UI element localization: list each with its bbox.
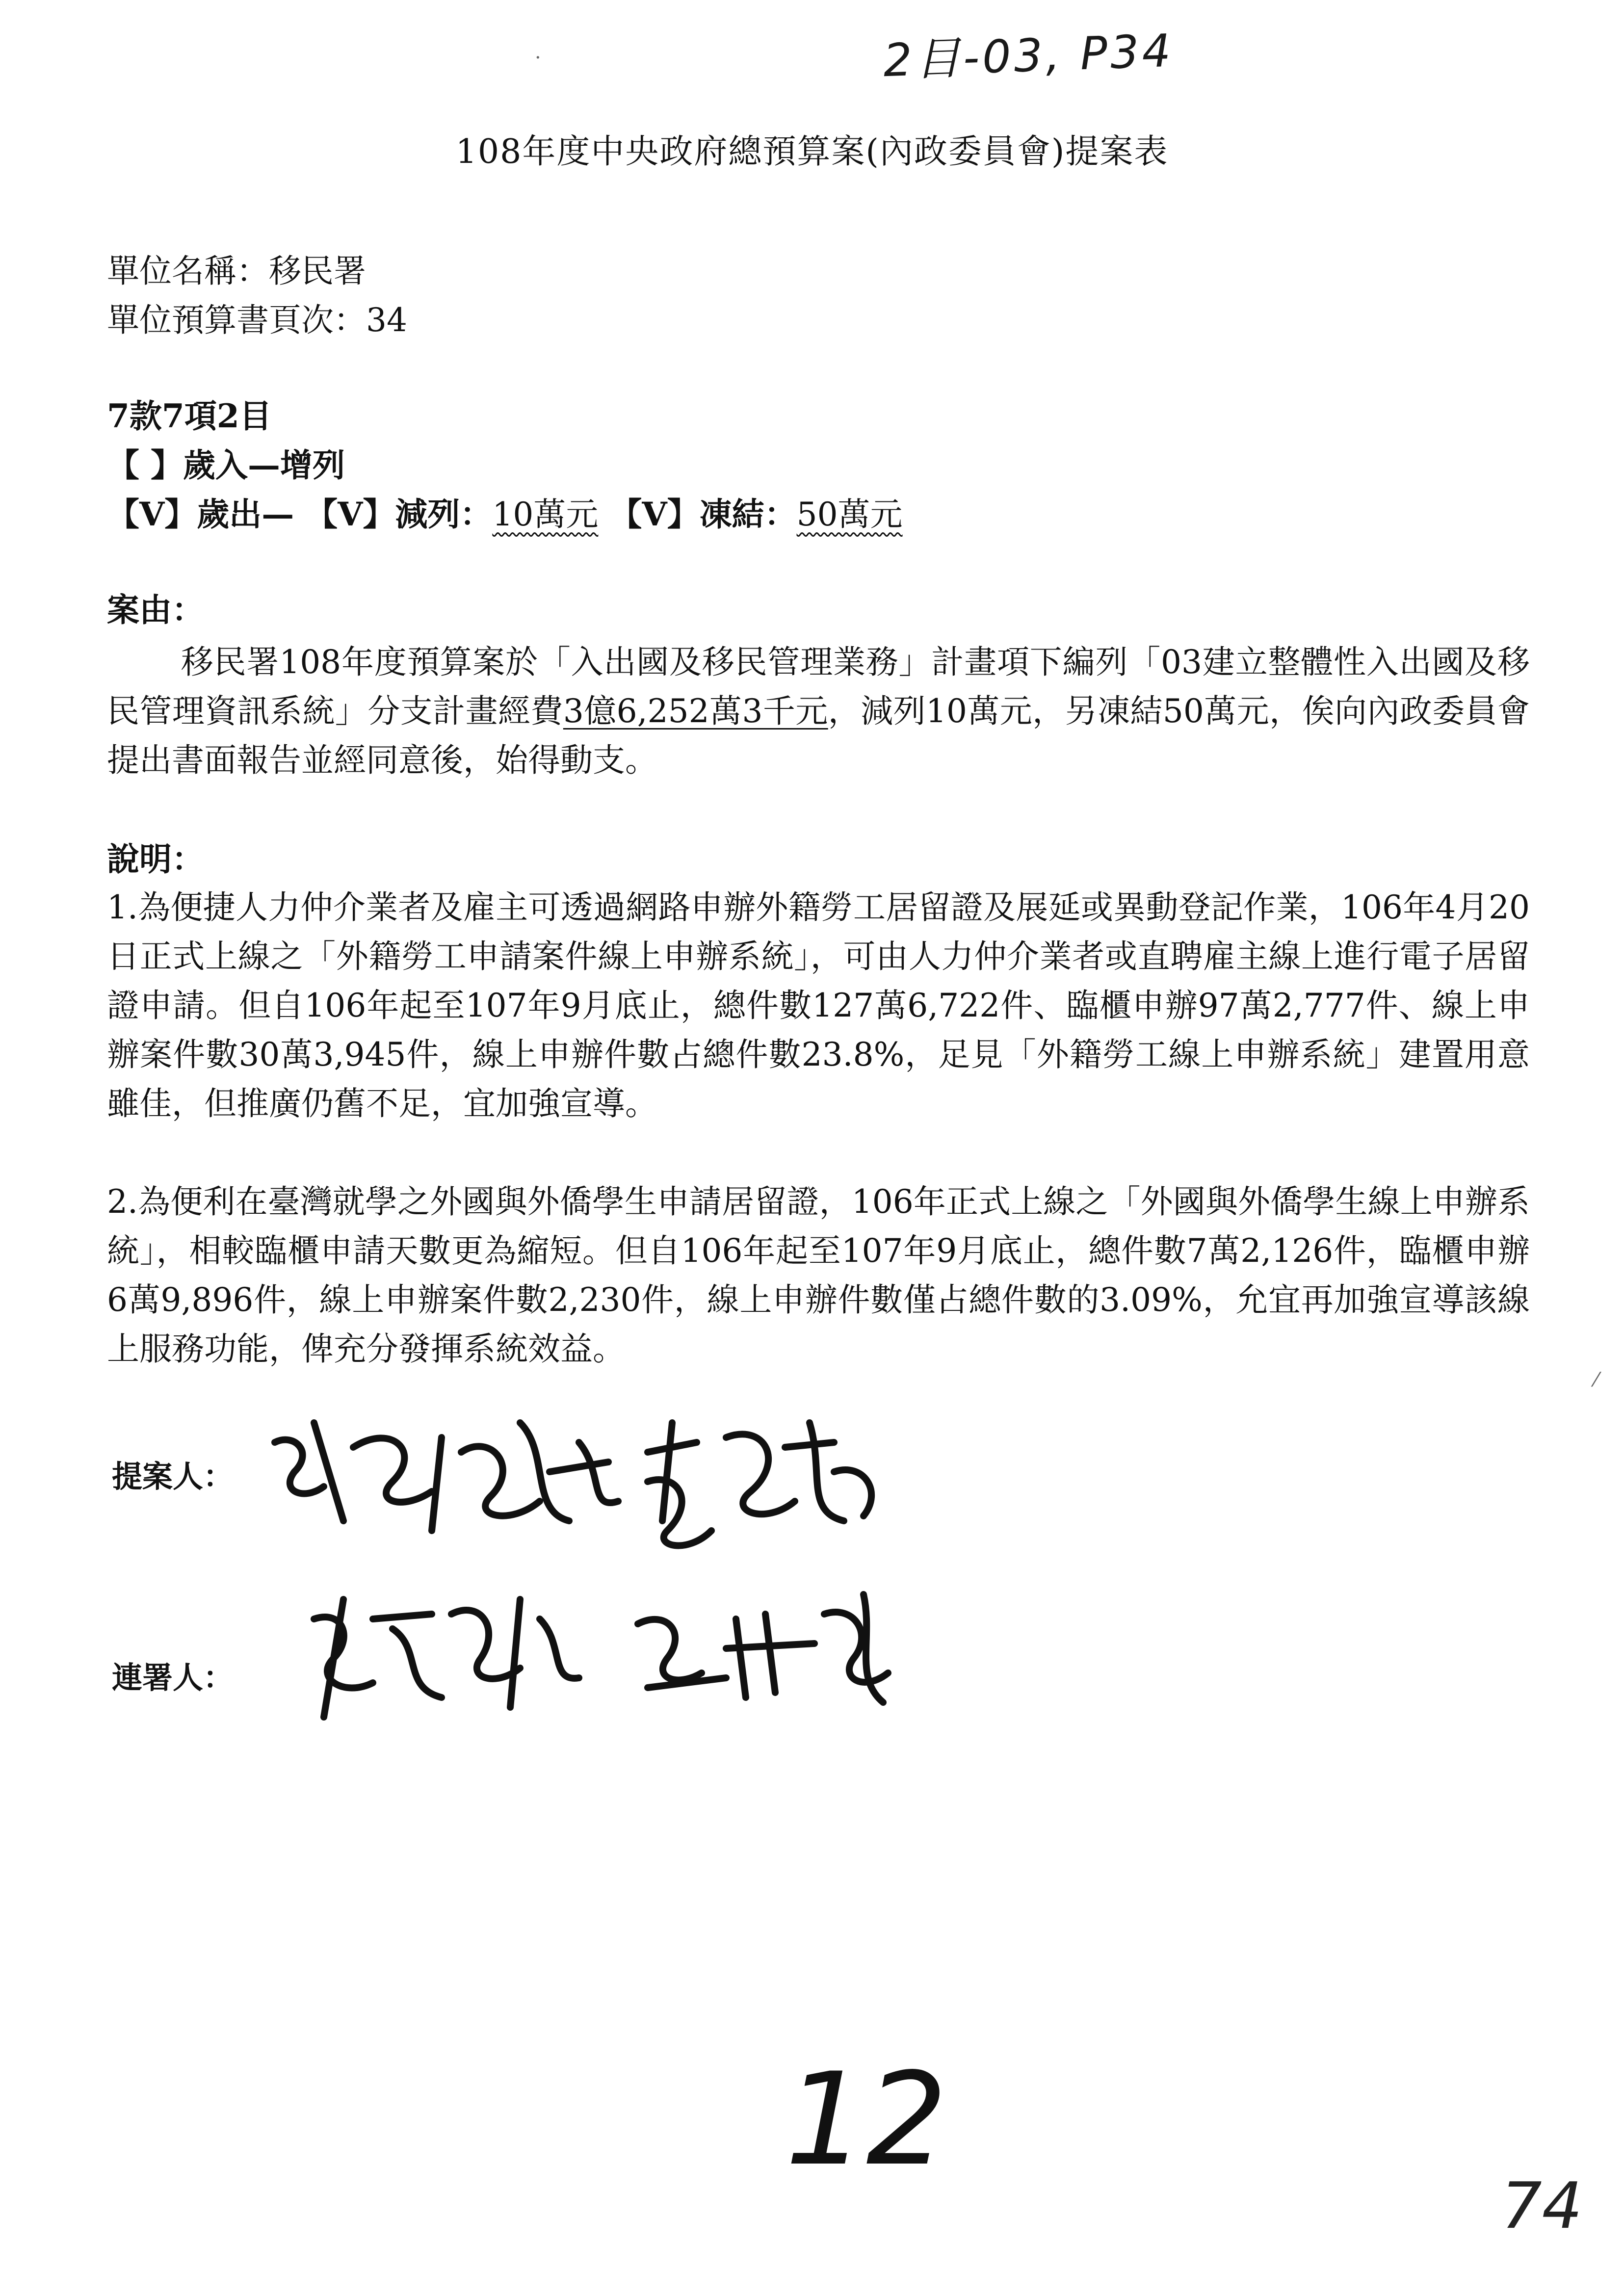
proposer-label: 提案人： — [112, 1459, 234, 1494]
scan-speck: · — [535, 47, 541, 69]
reason-text-part1: 移民署108年度預算案於「入出國及移民管理業務」計畫項下編列「03建立整體性入出國及移民管理資訊系統」分支計畫經費 — [107, 643, 1530, 730]
proposer-signature-1 — [275, 1423, 618, 1531]
scan-speck: ⁄ — [1595, 1369, 1598, 1391]
expense-freeze-prefix: 【V】凍結： — [598, 495, 797, 533]
expense-line-prefix: 【V】歲出— 【V】減列： — [107, 495, 493, 533]
document-title: 108年度中央政府總預算案(內政委員會)提案表 — [455, 132, 1169, 171]
explanation-item-1: 1.為便捷人力仲介業者及雇主可透過網路申辦外籍勞工居留證及展延或異動登記作業，106年4月20日正式上線之「外籍勞工申請案件線上申辦系統」，可由人力仲介業者或直聘雇主線上進行電子居留證申請。但自106年起至107年9月底止，總件數127萬6,722件、臨櫃申辦97萬2,777件、線上申辦案件數30萬3,945件，線上申辦件數占總件數23.8%，足見「外籍勞工線上申辦系統」建置用意雖佳，但推廣仍舊不足，宜加強宣導。 — [107, 888, 1530, 1122]
item-code: 7款7項2目 — [107, 397, 272, 435]
reason-heading: 案由： — [107, 591, 204, 629]
handwritten-page-number: 12 — [785, 2046, 947, 2194]
explanation-item-2: 2.為便利在臺灣就學之外國與外僑學生申請居留證，106年正式上線之「外國與外僑學生線上申辦系統」，相較臨櫃申請天數更為縮短。但自106年起至107年9月底止，總件數7萬2,126件，臨櫃申辦6萬9,896件，線上申辦案件數2,230件，線上申辦件數僅占總件數的3.09%，允宜再加強宣導該線上服務功能，俾充分發揮系統效益。 — [107, 1183, 1530, 1368]
cosigner-label: 連署人： — [112, 1660, 234, 1696]
reason-amount: 3億6,252萬3千元 — [563, 692, 828, 730]
unit-budget-page: 單位預算書頁次：34 — [107, 301, 407, 339]
cosigner-signature-1 — [314, 1599, 579, 1717]
expense-freeze-amount: 50萬元 — [796, 496, 903, 533]
proposer-signature-2 — [648, 1423, 871, 1545]
corner-page-number: 74 — [1501, 2168, 1583, 2243]
reason-text-part2: ，減列10萬元，另凍結50萬元，俟向內政委員會提出書面報告並經同意後，始得動支。 — [107, 692, 1530, 779]
handwritten-reference-note: 2目-03, P34 — [882, 24, 1175, 87]
expense-cut-amount: 10萬元 — [492, 496, 599, 533]
cosigner-signature-2 — [638, 1594, 888, 1702]
explanation-heading: 說明： — [107, 840, 204, 878]
unit-name: 單位名稱：移民署 — [107, 252, 366, 290]
revenue-line: 【 】歲入—增列 — [107, 446, 345, 484]
